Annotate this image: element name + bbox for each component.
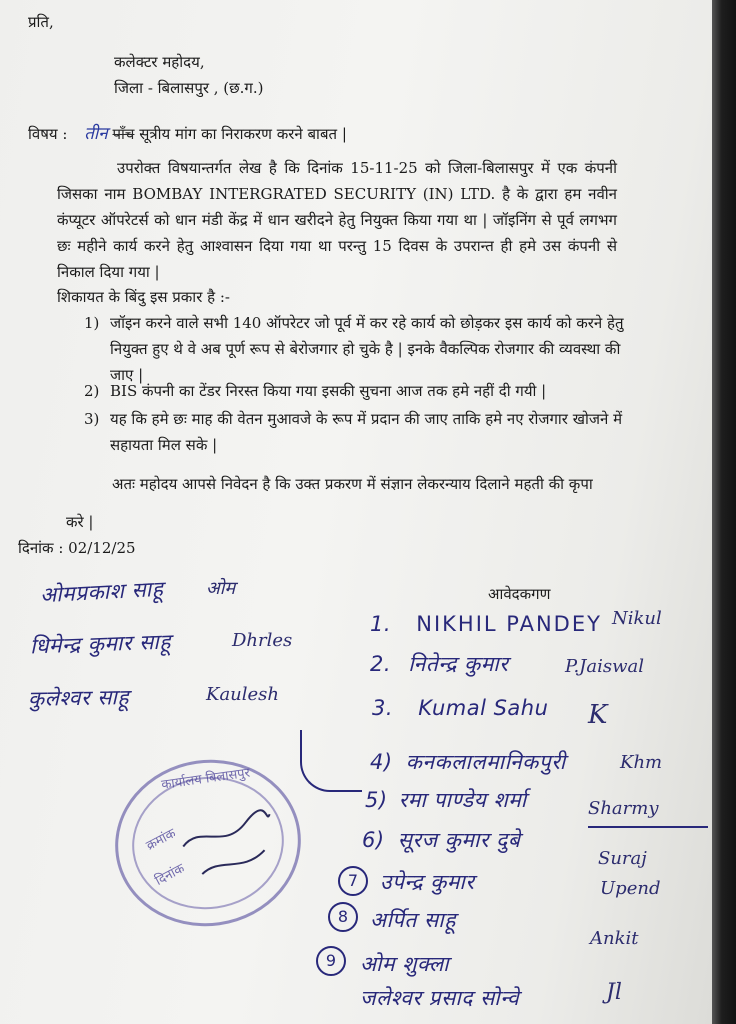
right-signatory-6	[362, 826, 520, 854]
right-signatory-5	[365, 786, 527, 814]
signatory-number: 2.	[370, 652, 392, 676]
subject-text: सूत्रीय मांग का निराकरण करने बाबत |	[139, 125, 347, 143]
addressee-line-2: जिला - बिलासपुर , (छ.ग.)	[114, 79, 264, 97]
right-signatory-1	[370, 612, 602, 636]
subject-handwritten: तीन	[84, 124, 108, 144]
closing-line-2: करे |	[66, 513, 94, 531]
right-signatory-8-sig: Ankit	[590, 928, 639, 949]
signatory-number: 3.	[372, 696, 394, 720]
signatory-number: 6)	[362, 828, 385, 852]
complaint-heading: शिकायत के बिंदु इस प्रकार है :-	[57, 288, 230, 306]
to-label: प्रति,	[28, 13, 54, 31]
point-number: 2)	[84, 382, 100, 400]
signatory-number: 5)	[365, 788, 388, 812]
point-text: BIS कंपनी का टेंडर निरस्त किया गया इसकी सुचना आज तक हमे नहीं दी गयी |	[110, 382, 547, 400]
right-signatory-8-name: अर्पित साहू	[370, 908, 456, 932]
point-number: 1)	[84, 314, 100, 332]
bracket-mark	[300, 730, 362, 792]
right-signatory-4-sig: Khm	[620, 752, 663, 773]
stamp-line-2: दिनांक	[152, 861, 188, 889]
point-text: जॉइन करने वाले सभी 140 ऑपरेटर जो पूर्व में कर रहे कार्य को छोड़कर इस कार्य को करने हेतु नियुक्त हुए थे वे अब पूर्ण रूप से बेरोजगार हो चुके है | इनके वैकल्पिक रोजगार की व्यवस्था की जाए |	[110, 314, 624, 384]
subject-line	[28, 124, 347, 144]
page-edge-shadow	[712, 0, 736, 1024]
signatory-number: 1.	[370, 612, 392, 636]
addressee-line-1: कलेक्टर महोदय,	[114, 53, 205, 71]
underline-mark	[588, 826, 708, 828]
right-signatory-4	[370, 748, 566, 776]
left-signatory-2-name: धिमेन्द्र कुमार साहू	[29, 629, 172, 659]
right-signatory-5-sig: Sharmy	[588, 798, 659, 819]
left-signatory-2-sig: Dhrles	[232, 630, 293, 651]
stamp-scribble	[173, 794, 283, 887]
closing-line-1: अतः महोदय आपसे निवेदन है कि उक्त प्रकरण में संज्ञान लेकरन्याय दिलाने महती की कृपा	[112, 475, 593, 493]
complaint-point-2	[84, 378, 624, 404]
signatory-name: कनकलालमानिकपुरी	[405, 750, 566, 774]
signatory-name: रमा पाण्डेय शर्मा	[398, 788, 527, 812]
right-signatory-3-sig: K	[588, 700, 608, 730]
signatory-name: NIKHIL PANDEY	[416, 612, 602, 636]
subject-label: विषय :	[28, 125, 68, 143]
right-signatory-10-sig: Jl	[606, 980, 622, 1005]
right-signatory-6-sig: Suraj	[598, 848, 647, 869]
point-text: यह कि हमे छः माह की वेतन मुआवजे के रूप में प्रदान की जाए ताकि हमे नए रोजगार खोजने में सहायता मिल सके |	[110, 410, 623, 454]
left-signatory-1-sig: ओम	[206, 578, 236, 599]
complaint-point-3	[84, 406, 624, 458]
right-signatory-9-name: ओम शुक्ला	[360, 952, 450, 976]
signatory-name: नितेन्द्र कुमार	[408, 652, 509, 676]
left-signatory-1-name: ओमप्रकाश साहू	[39, 576, 164, 608]
left-signatory-3-sig: Kaulesh	[206, 684, 280, 705]
subject-struck: पाँच	[112, 125, 135, 143]
right-signatory-2	[370, 650, 508, 678]
signatory-number: 4)	[370, 750, 393, 774]
body-paragraph: उपरोक्त विषयान्तर्गत लेख है कि दिनांक 15-11-25 को जिला-बिलासपुर में एक कंपनी जिसका नाम BOMBAY INTERGRATED SECURITY (IN) LTD. है के द्वारा हम नवीन कंप्यूटर ऑपरेटर्स को धान मंडी केंद्र में धान खरीदने हेतु नियुक्त किया गया था | जॉइनिंग से पूर्व लगभग छः महीने कार्य करने हेतु आश्वासन दिया गया था परन्तु 15 दिवस के उपरान्त ही हमे उस कंपनी से निकाल दिया गया |	[57, 159, 617, 281]
right-signatory-7-number: 7	[338, 866, 368, 896]
right-signatory-7-name: उपेन्द्र कुमार	[380, 870, 475, 894]
right-signatory-7-sig: Upend	[600, 878, 661, 899]
right-signatory-1-sig: Nikul	[612, 608, 662, 629]
right-signatory-10-name: जलेश्वर प्रसाद सोन्वे	[360, 986, 520, 1010]
point-number: 3)	[84, 410, 100, 428]
left-signatory-3-name: कुलेश्वर साहू	[27, 685, 130, 711]
office-stamp	[104, 748, 311, 938]
stamp-top-text: कार्यालय बिलासपुर	[160, 765, 251, 793]
applicants-heading: आवेदकगण	[488, 585, 551, 603]
complaint-point-1	[84, 310, 624, 388]
stamp-line-1: क्रमांक	[143, 825, 179, 854]
right-signatory-9-number: 9	[316, 946, 346, 976]
signatory-name: Kumal Sahu	[418, 696, 549, 720]
right-signatory-2-sig: P.Jaiswal	[565, 656, 645, 677]
right-signatory-3	[372, 696, 548, 720]
right-signatory-8-number: 8	[328, 902, 358, 932]
signatory-name: सूरज कुमार दुबे	[397, 828, 521, 852]
date-line: दिनांक : 02/12/25	[18, 539, 136, 557]
